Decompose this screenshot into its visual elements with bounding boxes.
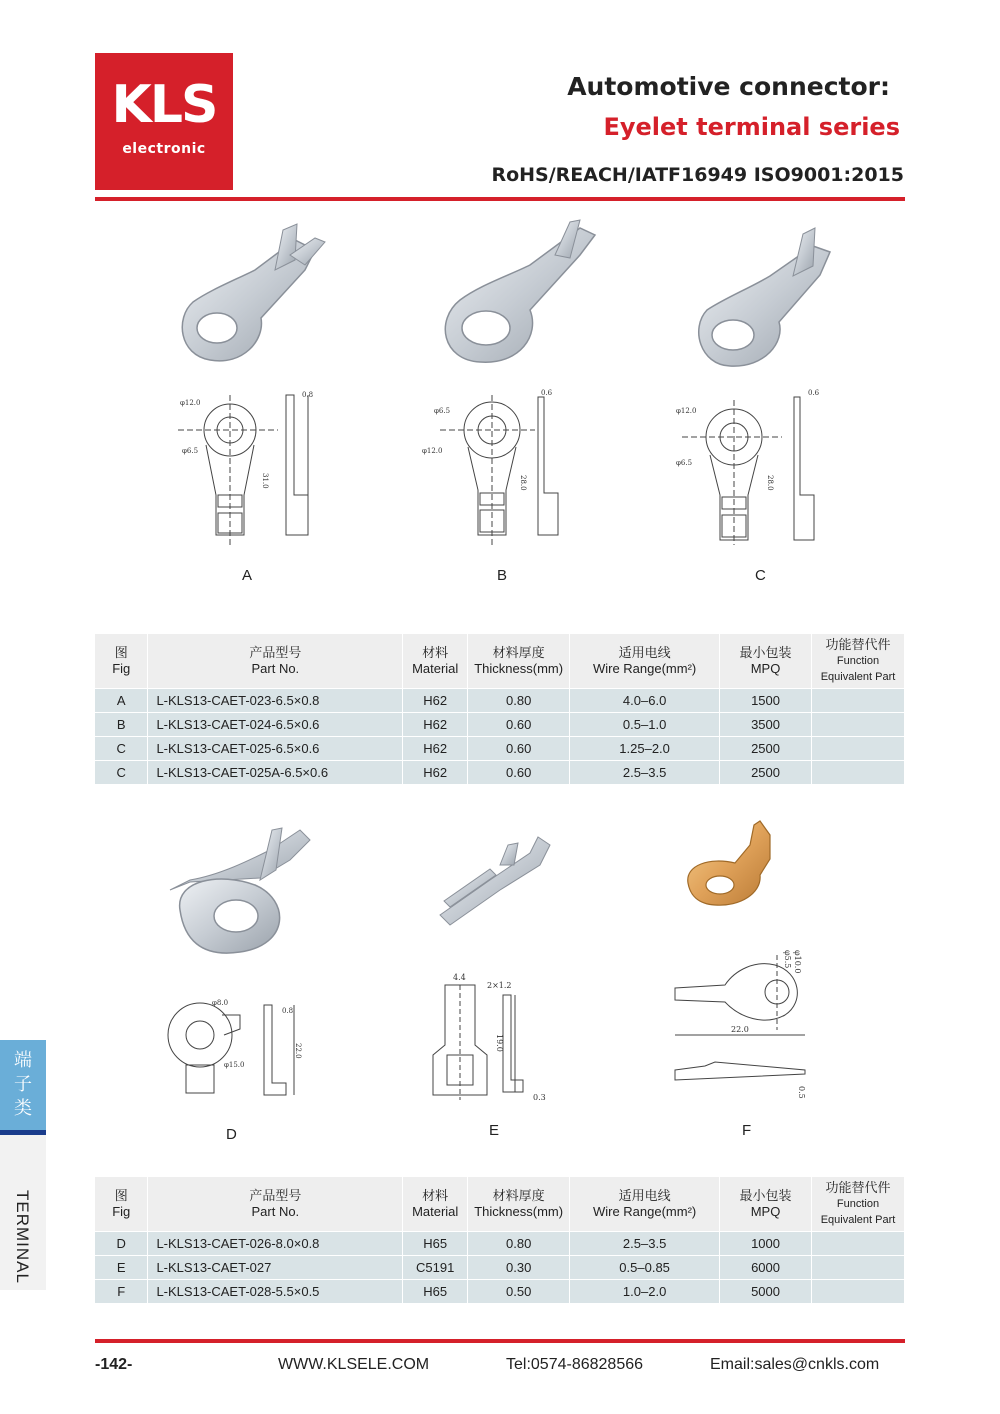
drawing-c — [672, 385, 832, 550]
cell-equiv — [811, 737, 904, 761]
cell-wire: 1.25–2.0 — [570, 737, 720, 761]
footer-divider — [95, 1339, 905, 1343]
brand-logo — [95, 53, 233, 190]
cell-part: L-KLS13-CAET-024-6.5×0.6 — [148, 713, 403, 737]
header-wire: 适用电线 Wire Range(mm²) — [570, 634, 720, 689]
cell-fig: D — [95, 1232, 148, 1256]
table-row — [95, 689, 905, 713]
cell-fig: A — [95, 689, 148, 713]
figure-caption-d: D — [226, 1126, 237, 1143]
cell-thickness: 0.80 — [468, 689, 570, 713]
figure-caption-c: C — [755, 567, 766, 584]
email-link[interactable]: Email:sales@cnkls.com — [710, 1356, 880, 1373]
cell-mpq: 1000 — [720, 1232, 812, 1256]
figure-caption-b: B — [497, 567, 508, 584]
page-title: Automotive connector: — [567, 72, 890, 101]
terminal-photo-c — [685, 210, 855, 370]
spec-table-1 — [95, 634, 905, 784]
cell-thickness: 0.50 — [468, 1280, 570, 1304]
cell-material: H62 — [403, 761, 468, 785]
dim-b-outer: φ12.0 — [422, 447, 443, 455]
table-header-row — [95, 1177, 905, 1232]
drawing-e — [425, 970, 565, 1110]
terminal-photo-f — [680, 815, 790, 915]
terminal-photo-a — [165, 210, 335, 370]
cell-mpq: 2500 — [720, 761, 812, 785]
header-part: 产品型号 Part No. — [148, 634, 403, 689]
table-row — [95, 1232, 905, 1256]
cell-mpq: 3500 — [720, 713, 812, 737]
cell-equiv — [811, 1256, 904, 1280]
figure-caption-e: E — [489, 1122, 500, 1139]
cell-equiv — [811, 713, 904, 737]
dim-a-hole: φ6.5 — [182, 447, 199, 455]
cell-wire: 0.5–0.85 — [570, 1256, 720, 1280]
header-thickness: 材料厚度 Thickness(mm) — [468, 1177, 570, 1232]
dim-e-width: 4.4 — [453, 973, 466, 982]
header-thickness: 材料厚度 Thickness(mm) — [468, 634, 570, 689]
figure-caption-f: F — [742, 1122, 752, 1139]
cell-thickness: 0.60 — [468, 737, 570, 761]
certifications: RoHS/REACH/IATF16949 ISO9001:2015 — [491, 164, 904, 186]
header-fig: 图 Fig — [95, 1177, 148, 1232]
cell-fig: B — [95, 713, 148, 737]
cell-equiv — [811, 761, 904, 785]
cell-part: L-KLS13-CAET-026-8.0×0.8 — [148, 1232, 403, 1256]
cell-equiv — [811, 689, 904, 713]
cell-part: L-KLS13-CAET-025A-6.5×0.6 — [148, 761, 403, 785]
dim-b-length: 28.0 — [519, 475, 527, 491]
cell-fig: F — [95, 1280, 148, 1304]
dim-e-thick: 0.3 — [533, 1093, 546, 1102]
cell-wire: 2.5–3.5 — [570, 1232, 720, 1256]
dim-e-length: 19.0 — [495, 1034, 504, 1052]
cell-mpq: 6000 — [720, 1256, 812, 1280]
dim-a-thick: 0.8 — [302, 391, 314, 399]
dim-c-length: 28.0 — [766, 475, 774, 491]
phone-number: Tel:0574-86828566 — [506, 1356, 644, 1373]
dim-c-outer: φ12.0 — [676, 407, 697, 415]
section-tab[interactable] — [0, 1040, 46, 1130]
page-number: -142- — [95, 1356, 133, 1373]
dim-d-thick: 0.8 — [282, 1007, 294, 1015]
cell-material: C5191 — [403, 1256, 468, 1280]
dim-d-length: 22.0 — [294, 1043, 302, 1059]
cell-part: L-KLS13-CAET-027 — [148, 1256, 403, 1280]
cell-mpq: 5000 — [720, 1280, 812, 1304]
drawing-b — [420, 385, 580, 550]
cell-wire: 4.0–6.0 — [570, 689, 720, 713]
header-material: 材料 Material — [403, 1177, 468, 1232]
page-subtitle: Eyelet terminal series — [603, 113, 900, 141]
terminal-photo-e — [430, 825, 570, 935]
header-material: 材料 Material — [403, 634, 468, 689]
cell-wire: 0.5–1.0 — [570, 713, 720, 737]
section-tab-label-zh: 端子类 — [14, 1050, 32, 1118]
logo-text: KLS — [111, 75, 217, 135]
cell-mpq: 1500 — [720, 689, 812, 713]
cell-fig: E — [95, 1256, 148, 1280]
dim-c-thick: 0.6 — [808, 389, 820, 397]
dim-c-hole: φ6.5 — [676, 459, 693, 467]
cell-wire: 1.0–2.0 — [570, 1280, 720, 1304]
section-tab-label-en: TERMINAL — [13, 1190, 32, 1284]
cell-thickness: 0.60 — [468, 713, 570, 737]
cell-material: H62 — [403, 737, 468, 761]
cell-wire: 2.5–3.5 — [570, 761, 720, 785]
terminal-photo-b — [430, 210, 610, 370]
header-mpq: 最小包装 MPQ — [720, 1177, 812, 1232]
dim-b-thick: 0.6 — [541, 389, 553, 397]
dim-e-tab: 2×1.2 — [487, 981, 512, 990]
drawing-f — [665, 940, 815, 1110]
table-header-row — [95, 634, 905, 689]
dim-f-hole: φ5.5 — [783, 950, 792, 969]
table-row — [95, 1280, 905, 1304]
dim-a-length: 31.0 — [261, 473, 269, 489]
drawing-d — [160, 995, 310, 1115]
header-divider — [95, 197, 905, 201]
dim-f-length: 22.0 — [731, 1025, 749, 1034]
cell-material: H62 — [403, 689, 468, 713]
cell-equiv — [811, 1232, 904, 1256]
cell-equiv — [811, 1280, 904, 1304]
dim-f-thick: 0.5 — [797, 1086, 806, 1099]
table-row — [95, 761, 905, 785]
header-wire: 适用电线 Wire Range(mm²) — [570, 1177, 720, 1232]
cell-fig: C — [95, 761, 148, 785]
cell-fig: C — [95, 737, 148, 761]
table-row — [95, 1256, 905, 1280]
figure-caption-a: A — [242, 567, 253, 584]
cell-thickness: 0.60 — [468, 761, 570, 785]
drawing-a — [168, 385, 328, 550]
header-equiv: 功能替代件 Function Equivalent Part — [811, 634, 904, 689]
cell-mpq: 2500 — [720, 737, 812, 761]
spec-table-2 — [95, 1177, 905, 1303]
header-mpq: 最小包装 MPQ — [720, 634, 812, 689]
terminal-photo-d — [160, 820, 330, 970]
cell-part: L-KLS13-CAET-028-5.5×0.5 — [148, 1280, 403, 1304]
header-fig: 图 Fig — [95, 634, 148, 689]
cell-thickness: 0.30 — [468, 1256, 570, 1280]
cell-part: L-KLS13-CAET-025-6.5×0.6 — [148, 737, 403, 761]
website-link[interactable]: WWW.KLSELE.COM — [278, 1356, 430, 1373]
dim-b-hole: φ6.5 — [434, 407, 451, 415]
header-equiv: 功能替代件 Function Equivalent Part — [811, 1177, 904, 1232]
cell-part: L-KLS13-CAET-023-6.5×0.8 — [148, 689, 403, 713]
dim-a-outer: φ12.0 — [180, 399, 201, 407]
header-part: 产品型号 Part No. — [148, 1177, 403, 1232]
cell-material: H65 — [403, 1232, 468, 1256]
logo-subtext: electronic — [122, 141, 206, 157]
dim-d-hole: φ8.0 — [212, 999, 229, 1007]
dim-d-outer: φ15.0 — [224, 1061, 245, 1069]
dim-f-outer: φ10.0 — [793, 950, 802, 974]
cell-thickness: 0.80 — [468, 1232, 570, 1256]
table-row — [95, 713, 905, 737]
cell-material: H62 — [403, 713, 468, 737]
cell-material: H65 — [403, 1280, 468, 1304]
table-row — [95, 737, 905, 761]
